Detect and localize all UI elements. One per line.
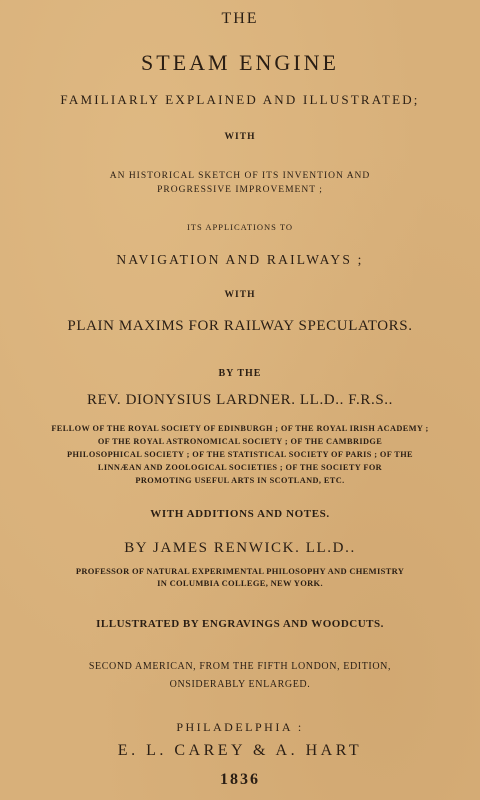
editor-name: BY JAMES RENWICK. LL.D..	[124, 540, 356, 556]
title-article: THE	[221, 10, 259, 27]
illustrated-line: ILLUSTRATED BY ENGRAVINGS AND WOODCUTS.	[96, 618, 384, 630]
publication-year: 1836	[220, 771, 260, 788]
with-connector-1: WITH	[224, 132, 256, 142]
applications-line: ITS APPLICATIONS TO	[186, 222, 294, 232]
editor-credentials-line: PROFESSOR OF NATURAL EXPERIMENTAL PHILOSOPHY AND CHEMISTRY	[75, 566, 405, 576]
history-line-1: AN HISTORICAL SKETCH OF ITS INVENTION AND	[109, 171, 371, 181]
history-line-2: PROGRESSIVE IMPROVEMENT ;	[157, 185, 323, 195]
edition-line-2: ONSIDERABLY ENLARGED.	[169, 679, 311, 690]
publication-city: PHILADELPHIA :	[176, 720, 304, 734]
with-connector-2: WITH	[224, 290, 256, 300]
author-credentials-line: LINNÆAN AND ZOOLOGICAL SOCIETIES ; OF THE SOCIETY FOR	[97, 463, 383, 472]
author-credentials-line: FELLOW OF THE ROYAL SOCIETY OF EDINBURGH ; OF THE ROYAL IRISH ACADEMY ;	[51, 424, 429, 433]
by-the-line: BY THE	[218, 368, 262, 379]
navigation-line: NAVIGATION AND RAILWAYS ;	[116, 252, 364, 267]
edition-line-1: SECOND AMERICAN, FROM THE FIFTH LONDON, EDITION,	[88, 661, 392, 672]
author-credentials-line: PHILOSOPHICAL SOCIETY ; OF THE STATISTICAL SOCIETY OF PARIS ; OF THE	[66, 450, 413, 459]
editor-credentials-line: IN COLUMBIA COLLEGE, NEW YORK.	[157, 578, 323, 588]
author-name: REV. DIONYSIUS LARDNER. LL.D.. F.R.S..	[87, 392, 393, 408]
additions-line: WITH ADDITIONS AND NOTES.	[150, 508, 330, 520]
book-subtitle: FAMILIARLY EXPLAINED AND ILLUSTRATED;	[60, 92, 420, 107]
author-credentials-line: OF THE ROYAL ASTRONOMICAL SOCIETY ; OF THE CAMBRIDGE	[97, 437, 383, 446]
author-credentials-line: PROMOTING USEFUL ARTS IN SCOTLAND, ETC.	[135, 476, 345, 485]
publisher-name: E. L. CAREY & A. HART	[117, 742, 363, 759]
maxims-line: PLAIN MAXIMS FOR RAILWAY SPECULATORS.	[67, 318, 413, 334]
book-title: STEAM ENGINE	[141, 50, 339, 75]
